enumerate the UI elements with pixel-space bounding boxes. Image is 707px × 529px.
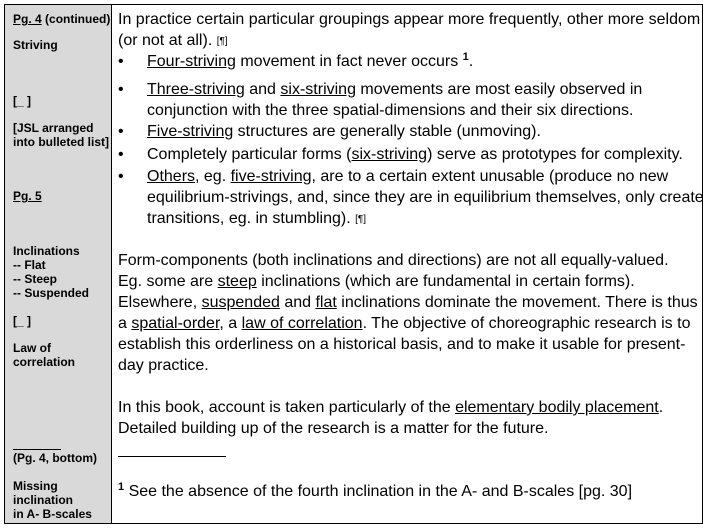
margin-note-missing-3: in A- B-scales	[13, 507, 92, 521]
term-four-striving: Four-striving	[147, 53, 236, 70]
main-text-column	[112, 5, 702, 523]
margin-notes-column	[5, 5, 112, 523]
bullet-text-cont: conjunction with the three spatial-dimensions and their six directions.	[147, 102, 634, 119]
text-run: , a	[219, 315, 242, 332]
text-run: and	[279, 294, 316, 311]
bullet-text	[147, 79, 642, 100]
bullet-dot: •	[118, 53, 124, 70]
bullet-text-end: .	[468, 53, 474, 70]
footnote-separator	[118, 456, 226, 457]
bullet-text-pre: Completely particular forms (	[147, 146, 352, 163]
text-run: inclinations dominate the movement. There is thus	[336, 294, 698, 311]
term-spatial-order: spatial-order	[131, 315, 220, 332]
bullet-dot: •	[118, 123, 124, 140]
margin-note-jsl-1: [JSL arranged	[13, 121, 94, 135]
bullet-text	[147, 51, 473, 72]
term-three-striving: Three-striving	[147, 81, 245, 98]
text-run: . The objective of choreographic research is to	[362, 315, 691, 332]
margin-note-page-5: Pg. 5	[13, 189, 42, 203]
term-six-striving: six-striving	[280, 81, 356, 98]
bullet-text-mid: and	[244, 81, 281, 98]
bullet-dot: •	[118, 146, 124, 163]
text-run: .	[658, 399, 664, 416]
paragraph-2-line-4	[118, 313, 690, 334]
term-others: Others	[147, 168, 196, 185]
paragraph-3-line-2: Detailed building up of the research is a matter for the future.	[118, 420, 549, 437]
margin-note-page-4-bottom: (Pg. 4, bottom)	[13, 451, 97, 465]
margin-note-jsl-2: into bulleted list]	[13, 135, 109, 149]
footnote	[118, 481, 632, 502]
bullet-text	[147, 121, 541, 142]
term-elementary-bodily-placement: elementary bodily placement	[455, 399, 659, 416]
paragraph-2-line-1: Form-components (both inclinations and directions) are not all equally-valued.	[118, 252, 669, 269]
bullet-text	[147, 144, 683, 165]
intro-text: (or not at all).	[118, 32, 213, 49]
footnote-number: 1	[118, 481, 125, 493]
text-run: a	[118, 315, 132, 332]
intro-line-2	[118, 30, 228, 52]
text-run: In this book, account is taken particularly of the	[118, 399, 456, 416]
bullet-text-rest: structures are generally stable (unmoving).	[233, 123, 541, 140]
paragraph-2-line-6: day practice.	[118, 357, 209, 374]
term-six-striving: six-striving	[351, 146, 428, 163]
paragraph-2-line-3	[118, 292, 698, 313]
margin-note-law-2: correlation	[13, 355, 76, 369]
page-ref-link: Pg. 4	[13, 12, 42, 26]
bullet-text-mid: , eg.	[195, 168, 231, 185]
bullet-text-rest: movements are most easily observed in	[355, 81, 643, 98]
term-suspended: suspended	[201, 294, 280, 311]
margin-note-steep: -- Steep	[13, 272, 58, 286]
page-ref-suffix: (continued)	[41, 12, 111, 26]
margin-note-suspended: -- Suspended	[13, 286, 90, 300]
margin-note-inclinations: Inclinations	[13, 244, 80, 258]
footnote-text: See the absence of the fourth inclination in the A- and B-scales [pg. 30]	[124, 483, 633, 500]
bullet-text-cont: equilibrium-strivings, and, since they are in equilibrium themselves, only create	[147, 189, 704, 206]
bullet-text-post: ) serve as prototypes for complexity.	[427, 146, 683, 163]
margin-divider	[13, 449, 61, 450]
term-five-striving: Five-striving	[147, 123, 234, 140]
bullet-text-end: transitions, eg. in stumbling).	[147, 210, 351, 227]
term-five-striving: five-striving	[230, 168, 312, 185]
margin-note-law-1: Law of	[13, 341, 51, 355]
bullet-text-rest: , are to a certain extent unusable (produce no new	[311, 168, 669, 185]
bullet-dot: •	[118, 81, 124, 98]
pilcrow-mark: [¶]	[216, 36, 228, 47]
text-run: Eg. some are	[118, 273, 218, 290]
term-steep: steep	[217, 273, 257, 290]
paragraph-3-line-1	[118, 397, 663, 418]
margin-note-bracket-2: [_ ]	[13, 314, 31, 328]
bullet-dot: •	[118, 168, 124, 185]
margin-note-page-4	[13, 12, 110, 26]
term-law-of-correlation: law of correlation	[241, 315, 363, 332]
paragraph-2-line-2	[118, 271, 635, 292]
footnote-ref: 1	[462, 51, 469, 63]
paragraph-2-line-5: establish this orderliness on a historical basis, and to make it usable for present-	[118, 336, 686, 353]
text-run: inclinations (which are fundamental in certain forms).	[256, 273, 635, 290]
margin-note-missing-1: Missing	[13, 479, 58, 493]
pilcrow-mark: [¶]	[355, 214, 367, 225]
bullet-text	[147, 166, 668, 187]
margin-note-striving: Striving	[13, 38, 58, 52]
margin-note-flat: -- Flat	[13, 258, 46, 272]
margin-note-bracket: [_ ]	[13, 94, 31, 108]
bullet-text-cont	[147, 208, 366, 230]
text-run: Elsewhere,	[118, 294, 202, 311]
bullet-text-rest: movement in fact never occurs	[235, 53, 463, 70]
intro-line-1: In practice certain particular groupings appear more frequently, other more seldom	[118, 11, 701, 28]
document-table	[4, 4, 703, 524]
margin-note-missing-2: inclination	[13, 493, 73, 507]
term-flat: flat	[315, 294, 337, 311]
